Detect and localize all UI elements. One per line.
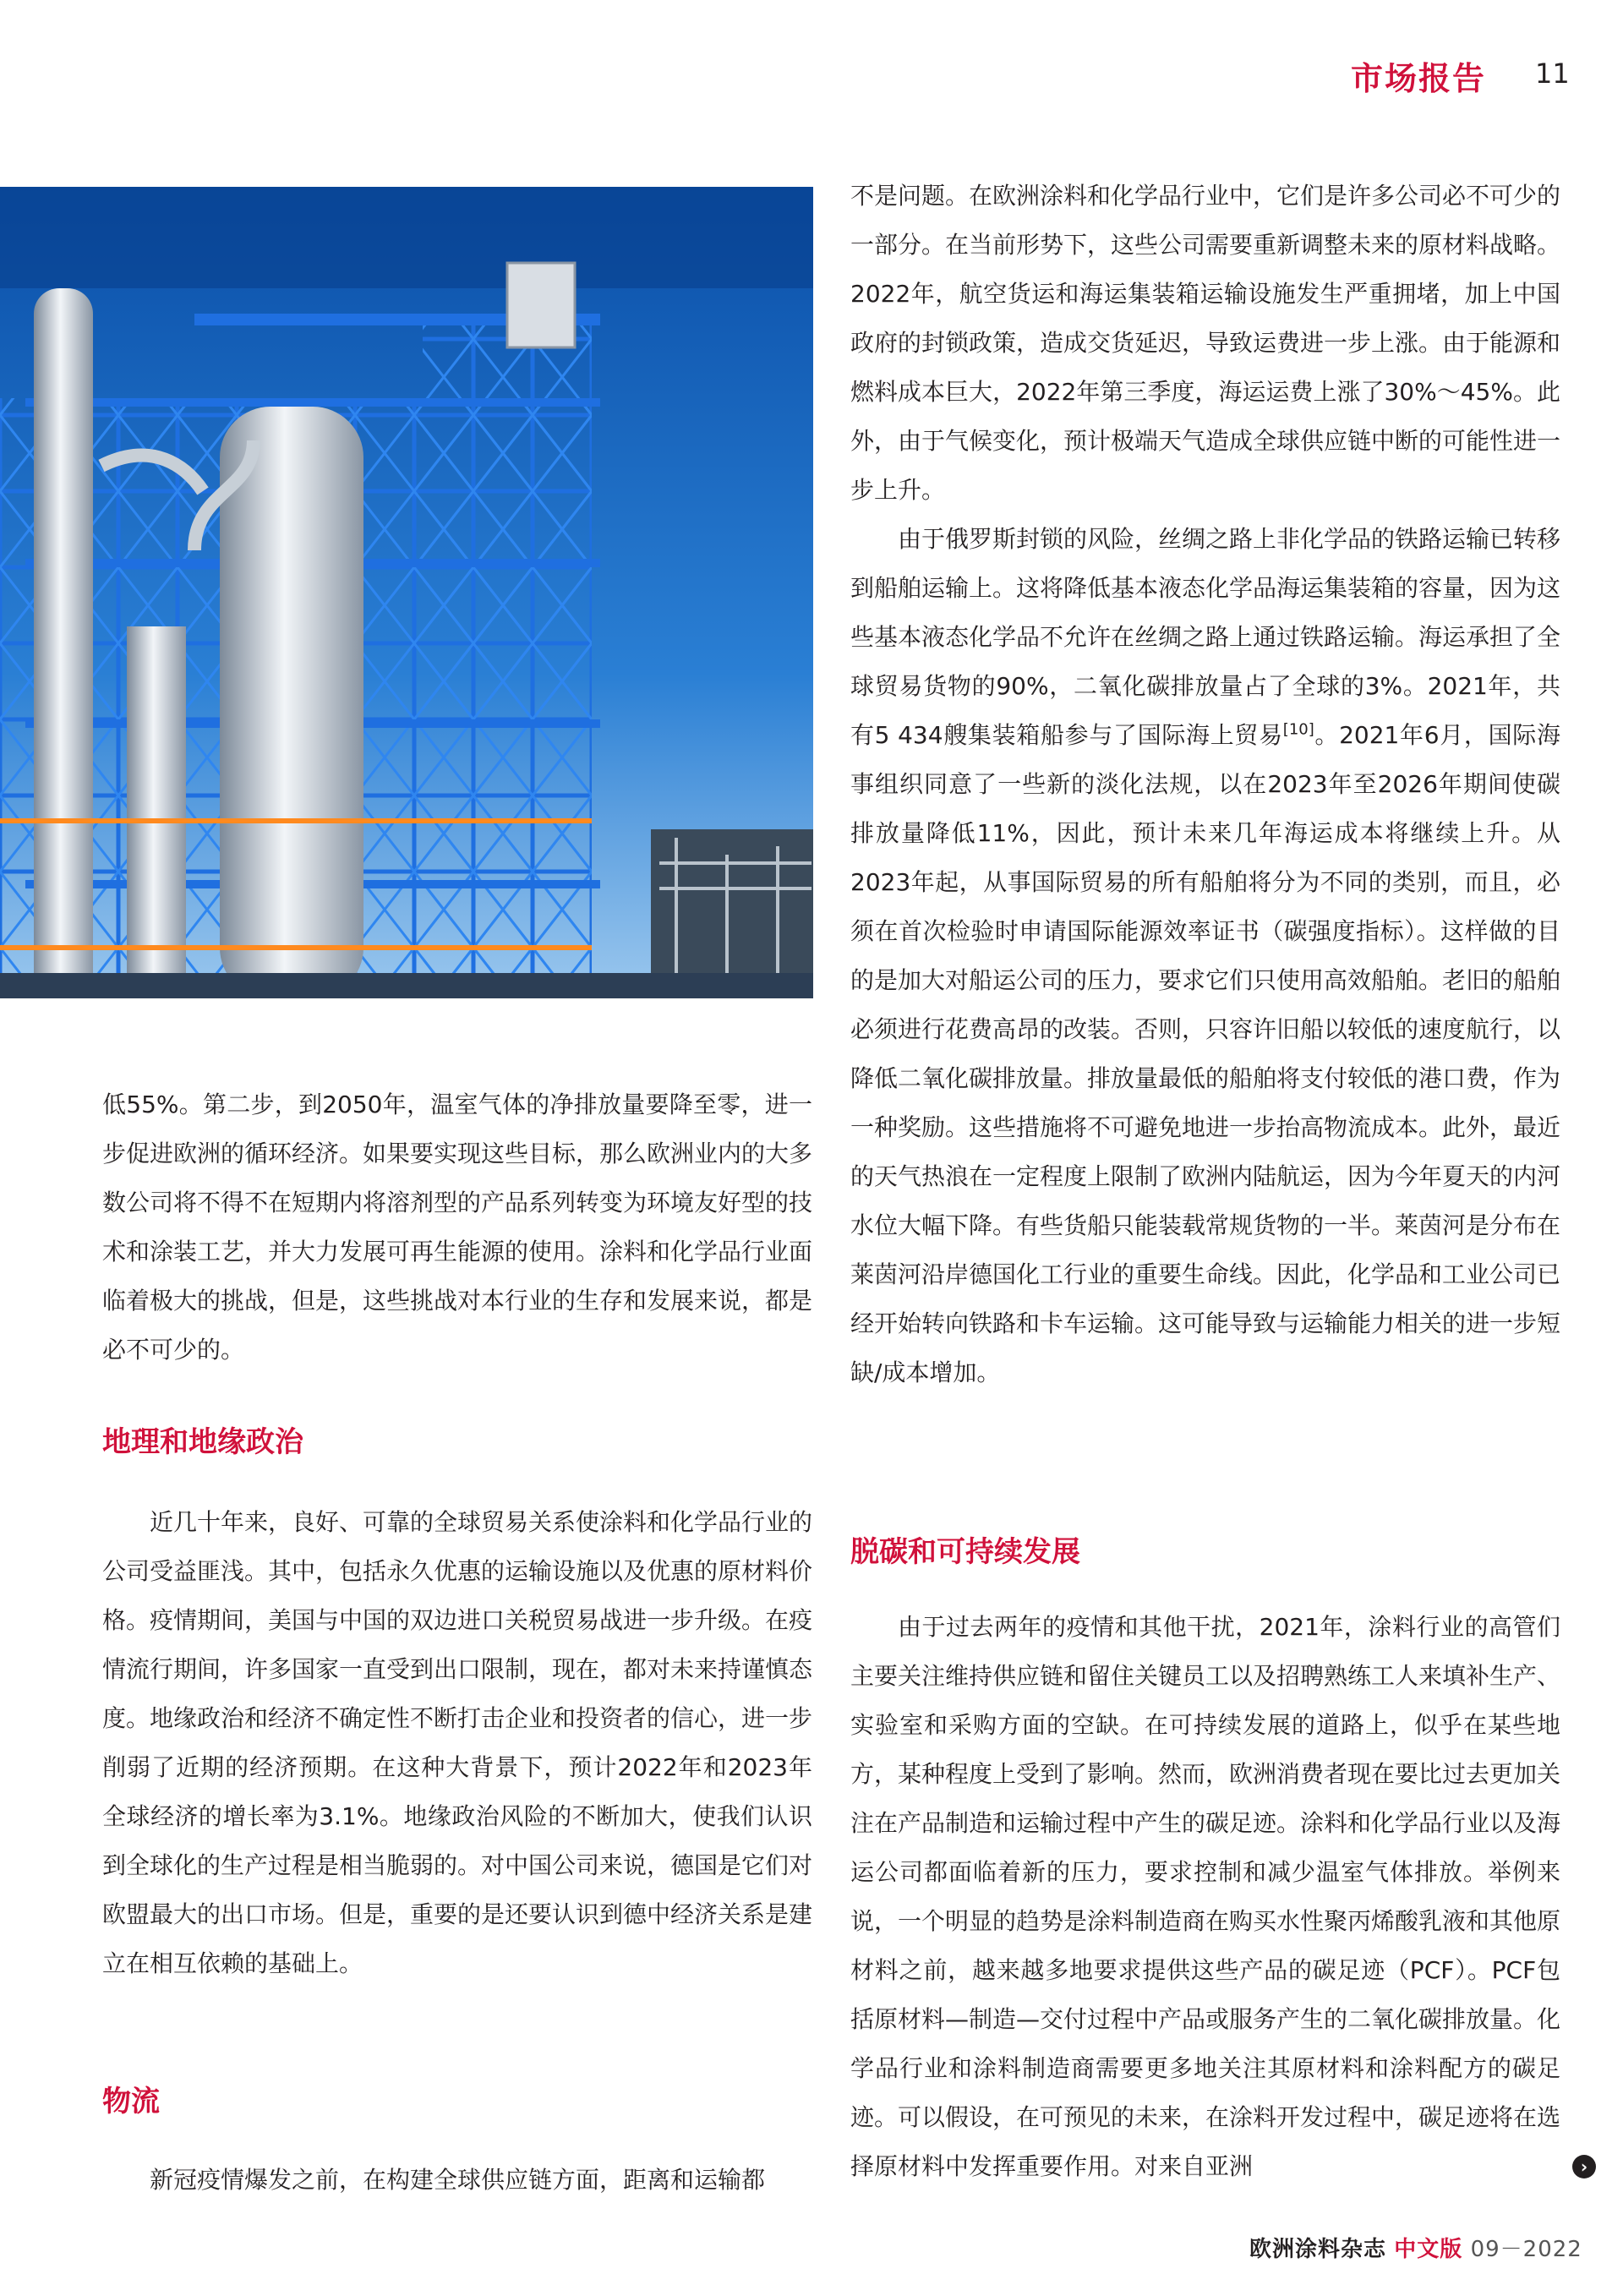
section-title: 市场报告 xyxy=(1351,60,1487,97)
paragraph: 低55%。第二步，到2050年，温室气体的净排放量要降至零，进一步促进欧洲的循环经济。如果要实现这些目标，那么欧洲业内的大多数公司将不得不在短期内将溶剂型的产品系列转变为环境友好型的技术和涂装工艺，并大力发展可再生能源的使用。涂料和化学品行业面临着极大的挑战，但是，这些挑战对本行业的生存和发展来说，都是必不可少的。 xyxy=(102,1091,813,1364)
heading-geopolitics: 地理和地缘政治 xyxy=(102,1425,303,1459)
paragraph: 不是问题。在欧洲涂料和化学品行业中，它们是许多公司必不可少的一部分。在当前形势下，这些公司需要重新调整未来的原材料战略。2022年，航空货运和海运集装箱运输设施发生严重拥堵，加上中国政府的封锁政策，造成交货延迟，导致运费进一步上涨。由于能源和燃料成本巨大，2022年第三季度，海运运费上涨了30%～45%。此外，由于气候变化，预计极端天气造成全球供应链中断的可能性进一步上升。 xyxy=(850,182,1561,504)
right-column-decarbonization xyxy=(850,1603,1560,2191)
magazine-name: 欧洲涂料杂志 xyxy=(1249,2237,1387,2262)
paragraph: 新冠疫情爆发之前，在构建全球供应链方面，距离和运输都 xyxy=(150,2166,766,2194)
reference-marker: [10] xyxy=(1282,720,1314,739)
text-run: 由于俄罗斯封锁的风险，丝绸之路上非化学品的铁路运输已转移到船舶运输上。这将降低基本液态化学品海运集装箱的容量，因为这些基本液态化学品不允许在丝绸之路上通过铁路运输。海运承担了全球贸易货物的90%，二氧化碳排放量占了全球的3%。2021年，共有5 434艘集装箱船参与了国际海上贸易 xyxy=(850,525,1561,749)
chevron-right-circle-icon[interactable]: › xyxy=(1572,2155,1596,2178)
right-column-text xyxy=(850,172,1560,1397)
page-number: 11 xyxy=(1535,57,1570,90)
left-column-continued-text xyxy=(102,1080,812,1375)
paragraph-rail-shipping xyxy=(850,515,1560,1397)
paragraph: 近几十年来，良好、可靠的全球贸易关系使涂料和化学品行业的公司受益匪浅。其中，包括永久优惠的运输设施以及优惠的原材料价格。疫情期间，美国与中国的双边进口关税贸易战进一步升级。在疫情流行期间，许多国家一直受到出口限制，现在，都对未来持谨慎态度。地缘政治和经济不确定性不断打击企业和投资者的信心，进一步削弱了近期的经济预期。在这种大背景下，预计2022年和2023年全球经济的增长率为3.1%。地缘政治风险的不断加大，使我们认识到全球化的生产过程是相当脆弱的。对中国公司来说，德国是它们对欧盟最大的出口市场。但是，重要的是还要认识到德中经济关系是建立在相互依赖的基础上。 xyxy=(102,1508,813,1977)
issue-number: 09－2022 xyxy=(1470,2237,1582,2262)
left-column-geopolitics xyxy=(102,1498,812,1988)
footer xyxy=(1249,2232,1582,2263)
refinery-photo xyxy=(0,187,813,998)
edition-label: 中文版 xyxy=(1394,2237,1463,2262)
paragraph: 由于过去两年的疫情和其他干扰，2021年，涂料行业的高管们主要关注维持供应链和留住关键员工以及招聘熟练工人来填补生产、实验室和采购方面的空缺。在可持续发展的道路上，似乎在某些地方，某种程度上受到了影响。然而，欧洲消费者现在要比过去更加关注在产品制造和运输过程中产生的碳足迹。涂料和化学品行业以及海运公司都面临着新的压力，要求控制和减少温室气体排放。举例来说，一个明显的趋势是涂料制造商在购买水性聚丙烯酸乳液和其他原材料之前，越来越多地要求提供这些产品的碳足迹（PCF）。PCF包括原材料—制造—交付过程中产品或服务产生的二氧化碳排放量。化学品行业和涂料制造商需要更多地关注其原材料和涂料配方的碳足迹。可以假设，在可预见的未来，在涂料开发过程中，碳足迹将在选择原材料中发挥重要作用。对来自亚洲 xyxy=(850,1613,1561,2180)
left-column-logistics xyxy=(102,2156,812,2205)
heading-logistics: 物流 xyxy=(102,2085,160,2118)
text-run: 。2021年6月，国际海事组织同意了一些新的淡化法规，以在2023年至2026年期间使碳排放量降低11%，因此，预计未来几年海运成本将继续上升。从2023年起，从事国际贸易的所有船舶将分为不同的类别，而且，必须在首次检验时申请国际能源效率证书（碳强度指标）。这样做的目的是加大对船运公司的压力，要求它们只使用高效船舶。老旧的船舶必须进行花费高昂的改装。否则，只容许旧船以较低的速度航行，以降低二氧化碳排放量。排放量最低的船舶将支付较低的港口费，作为一种奖励。这些措施将不可避免地进一步抬高物流成本。此外，最近的天气热浪在一定程度上限制了欧洲内陆航运，因为今年夏天的内河水位大幅下降。有些货船只能装载常规货物的一半。莱茵河是分布在莱茵河沿岸德国化工行业的重要生命线。因此，化学品和工业公司已经开始转向铁路和卡车运输。这可能导致与运输能力相关的进一步短缺/成本增加。 xyxy=(850,721,1561,1386)
heading-decarbonization: 脱碳和可持续发展 xyxy=(850,1535,1080,1569)
